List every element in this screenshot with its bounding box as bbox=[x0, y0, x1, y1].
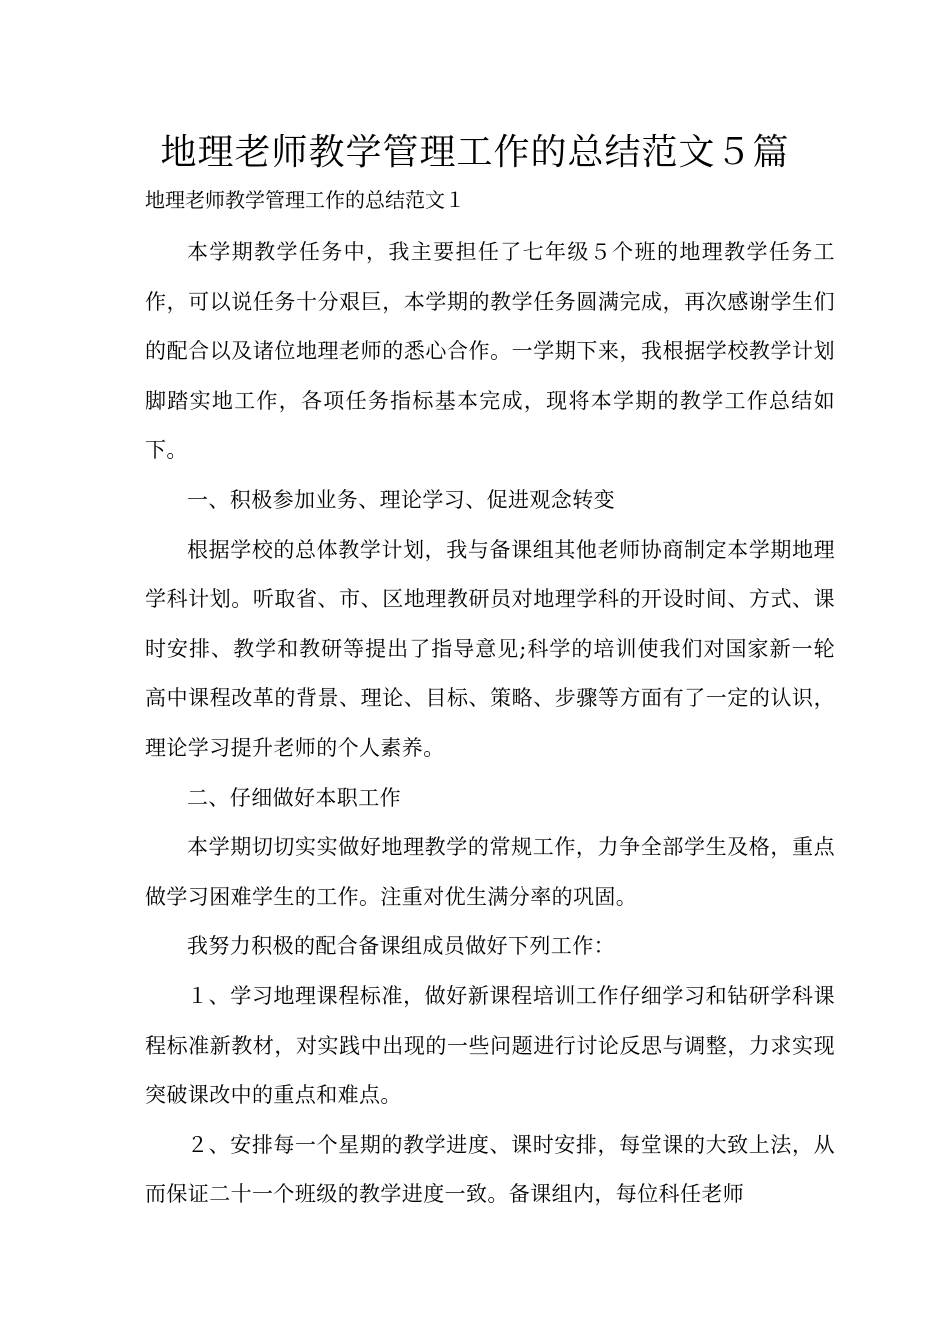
document-subtitle: 地理老师教学管理工作的总结范文１ bbox=[145, 188, 465, 212]
paragraph: 本学期切切实实做好地理教学的常规工作，力争全部学生及格，重点做学习困难学生的工作。注重对优生满分率的巩固。 bbox=[145, 835, 835, 909]
paragraph: 本学期教学任务中，我主要担任了七年级５个班的地理教学任务工作，可以说任务十分艰巨，本学期的教学任务圆满完成，再次感谢学生们的配合以及诸位地理老师的悉心合作。一学期下来，我根据学校教学计划脚踏实地工作，各项任务指标基本完成，现将本学期的教学工作总结如下。 bbox=[145, 240, 835, 463]
section-heading: 一、积极参加业务、理论学习、促进观念转变 bbox=[187, 487, 615, 512]
section-heading: 二、仔细做好本职工作 bbox=[187, 785, 401, 810]
list-item: ２、安排每一个星期的教学进度、课时安排，每堂课的大致上法，从而保证二十一个班级的教学进度一致。备课组内，每位科任老师 bbox=[145, 1132, 835, 1207]
list-item: １、学习地理课程标准，做好新课程培训工作仔细学习和钻研学科课程标准新教材，对实践中出现的一些问题进行讨论反思与调整，力求实现突破课改中的重点和难点。 bbox=[145, 983, 835, 1108]
document-body bbox=[145, 228, 835, 1220]
paragraph: 我努力积极的配合备课组成员做好下列工作： bbox=[187, 934, 615, 959]
paragraph: 根据学校的总体教学计划，我与备课组其他老师协商制定本学期地理学科计划。听取省、市、区地理教研员对地理学科的开设时间、方式、课时安排、教学和教研等提出了指导意见;科学的培训使我们对国家新一轮高中课程改革的背景、理论、目标、策略、步骤等方面有了一定的认识，理论学习提升老师的个人素养。 bbox=[145, 537, 835, 760]
document-title: 地理老师教学管理工作的总结范文５篇 bbox=[160, 132, 790, 173]
